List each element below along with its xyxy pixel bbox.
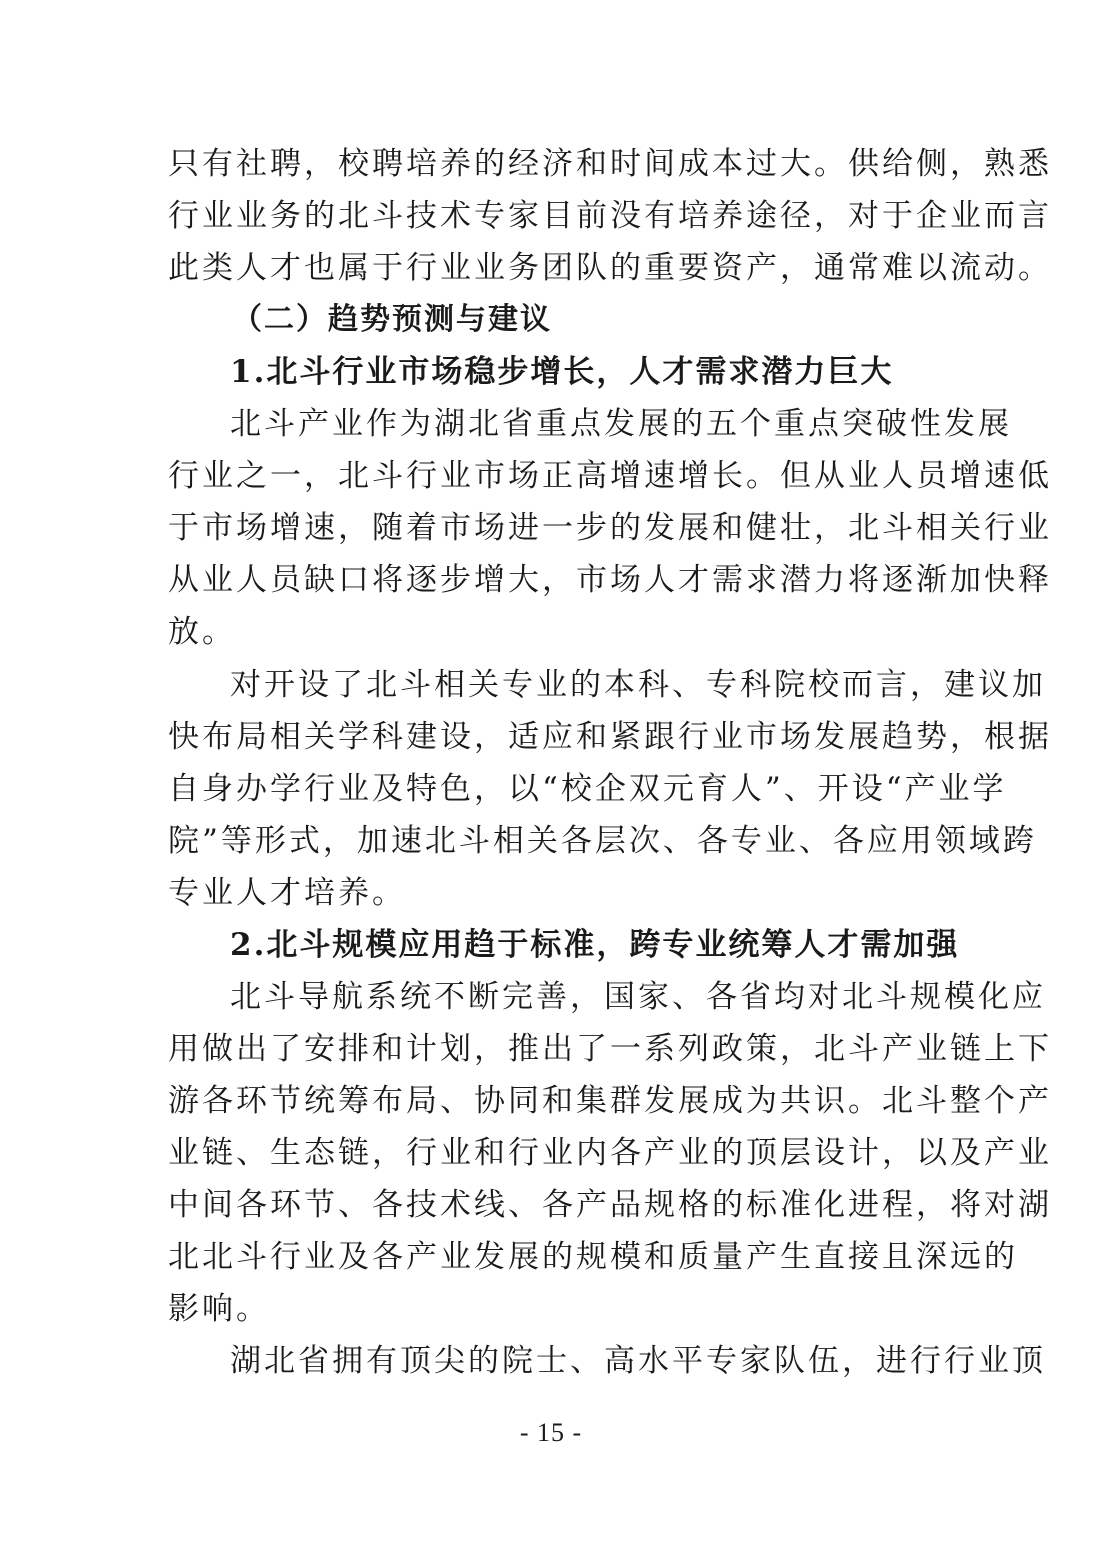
body-text-line: 行业业务的北斗技术专家目前没有培养途径，对于企业而言 bbox=[168, 198, 1052, 234]
body-text-line: 业链、生态链，行业和行业内各产业的顶层设计，以及产业 bbox=[168, 1135, 1052, 1171]
body-text-line: 从业人员缺口将逐步增大，市场人才需求潜力将逐渐加快释 bbox=[168, 562, 1052, 598]
body-text-line: 快布局相关学科建设，适应和紧跟行业市场发展趋势，根据 bbox=[168, 719, 1052, 755]
body-text-line: 放。 bbox=[168, 614, 236, 650]
body-text-line: 游各环节统筹布局、协同和集群发展成为共识。北斗整个产 bbox=[168, 1083, 1052, 1119]
body-text-line: 北北斗行业及各产业发展的规模和质量产生直接且深远的 bbox=[168, 1239, 1018, 1275]
body-text-line: 影响。 bbox=[168, 1291, 270, 1327]
body-text-line: 行业之一，北斗行业市场正高增速增长。但从业人员增速低 bbox=[168, 458, 1052, 494]
body-text-line: 只有社聘，校聘培养的经济和时间成本过大。供给侧，熟悉 bbox=[168, 146, 1052, 182]
body-text-line: 对开设了北斗相关专业的本科、专科院校而言，建议加 bbox=[230, 667, 1046, 703]
body-text-line: 中间各环节、各技术线、各产品规格的标准化进程，将对湖 bbox=[168, 1187, 1052, 1223]
section-heading: （二）趋势预测与建议 bbox=[232, 302, 552, 337]
body-text-line: 自身办学行业及特色，以“校企双元育人”、开设“产业学 bbox=[168, 771, 1007, 807]
body-text-line: 北斗产业作为湖北省重点发展的五个重点突破性发展 bbox=[230, 406, 1012, 442]
body-text-line: 于市场增速，随着市场进一步的发展和健壮，北斗相关行业 bbox=[168, 510, 1052, 546]
body-text-line: 专业人才培养。 bbox=[168, 875, 406, 911]
body-text-line: 北斗导航系统不断完善，国家、各省均对北斗规模化应 bbox=[230, 979, 1046, 1015]
body-text-line: 此类人才也属于行业业务团队的重要资产，通常难以流动。 bbox=[168, 250, 1052, 286]
subsection-heading: 1.北斗行业市场稳步增长，人才需求潜力巨大 bbox=[230, 354, 894, 390]
page-number: - 15 - bbox=[519, 1418, 583, 1447]
body-text-line: 湖北省拥有顶尖的院士、高水平专家队伍，进行行业顶 bbox=[230, 1343, 1046, 1379]
body-text-line: 院”等形式，加速北斗相关各层次、各专业、各应用领域跨 bbox=[168, 823, 1037, 859]
subsection-heading: 2.北斗规模应用趋于标准，跨专业统筹人才需加强 bbox=[230, 927, 960, 963]
body-text-line: 用做出了安排和计划，推出了一系列政策，北斗产业链上下 bbox=[168, 1031, 1052, 1067]
